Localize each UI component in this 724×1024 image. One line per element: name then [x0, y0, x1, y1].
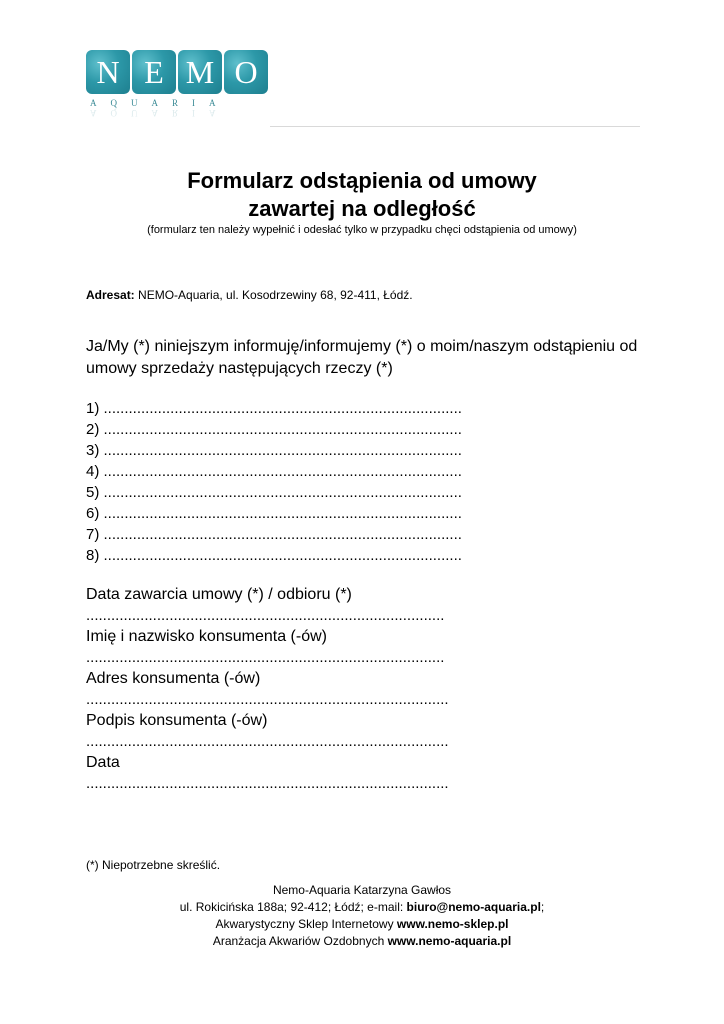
footer-address-line — [0, 899, 724, 916]
date-line: ....................................................................................... — [86, 775, 449, 792]
logo-tagline: AQUARIA — [90, 98, 230, 108]
item-line-2: 2) ...................................................................................... — [86, 421, 462, 438]
logo-letter-e: E — [132, 50, 176, 94]
footer-address: ul. Rokicińska 188a; 92-412; Łódź; e-mail: — [179, 900, 407, 914]
consumer-name-line: ...................................................................................... — [86, 649, 445, 666]
addressee — [86, 288, 413, 302]
withdrawal-statement: Ja/My (*) niniejszym informuję/informujemy (*) o moim/naszym odstąpieniu od umowy sprzedaży następujących rzeczy (*) — [86, 338, 638, 377]
addressee-label: Adresat: — [86, 288, 135, 302]
footer-aquaria-label: Aranżacja Akwariów Ozdobnych — [212, 934, 388, 948]
footer-address-suffix: ; — [540, 900, 545, 914]
footer-email-link[interactable]: biuro@nemo-aquaria.pl — [406, 900, 541, 914]
logo-letter-n: N — [86, 50, 130, 94]
item-line-5: 5) ...................................................................................... — [86, 484, 462, 501]
form-title-line1: Formularz odstąpienia od umowy — [187, 168, 537, 193]
consumer-name-label: Imię i nazwisko konsumenta (-ów) — [86, 628, 327, 645]
footer-aquaria-line — [0, 933, 724, 950]
form-subtitle: (formularz ten należy wypełnić i odesłać tylko w przypadku chęci odstąpienia od umowy) — [147, 224, 577, 236]
footer-shop-link[interactable]: www.nemo-sklep.pl — [396, 917, 509, 931]
consumer-signature-line: ....................................................................................... — [86, 733, 449, 750]
contract-date-line: ...................................................................................... — [86, 607, 445, 624]
item-line-7: 7) ...................................................................................... — [86, 526, 462, 543]
item-line-4: 4) ...................................................................................... — [86, 463, 462, 480]
consumer-address-line: ....................................................................................... — [86, 691, 449, 708]
consumer-signature-label: Podpis konsumenta (-ów) — [86, 712, 268, 729]
footer-aquaria-link[interactable]: www.nemo-aquaria.pl — [387, 934, 512, 948]
item-line-1: 1) ...................................................................................... — [86, 400, 462, 417]
footer-company-name: Nemo-Aquaria Katarzyna Gawłos — [272, 883, 452, 897]
contract-date-label: Data zawarcia umowy (*) / odbioru (*) — [86, 586, 352, 603]
consumer-address-label: Adres konsumenta (-ów) — [86, 670, 261, 687]
logo-tagline-reflection: AQUARIA — [90, 108, 230, 118]
item-line-6: 6) ...................................................................................... — [86, 505, 462, 522]
form-title-line2: zawartej na odległość — [248, 196, 476, 221]
consumer-fields — [86, 584, 449, 794]
item-line-8: 8) ...................................................................................... — [86, 547, 462, 564]
footnote: (*) Niepotrzebne skreślić. — [86, 858, 221, 872]
addressee-value: NEMO-Aquaria, ul. Kosodrzewiny 68, 92-411, Łódź. — [134, 288, 413, 302]
logo-letter-m: M — [178, 50, 222, 94]
company-footer — [0, 882, 724, 950]
footer-shop-label: Akwarystyczny Sklep Internetowy — [215, 917, 397, 931]
header-divider — [270, 126, 640, 127]
items-list — [86, 398, 462, 566]
date-label: Data — [86, 754, 120, 771]
item-line-3: 3) ...................................................................................... — [86, 442, 462, 459]
logo-letter-o: O — [224, 50, 268, 94]
nemo-aquaria-logo — [86, 50, 270, 128]
footer-shop-line — [0, 916, 724, 933]
